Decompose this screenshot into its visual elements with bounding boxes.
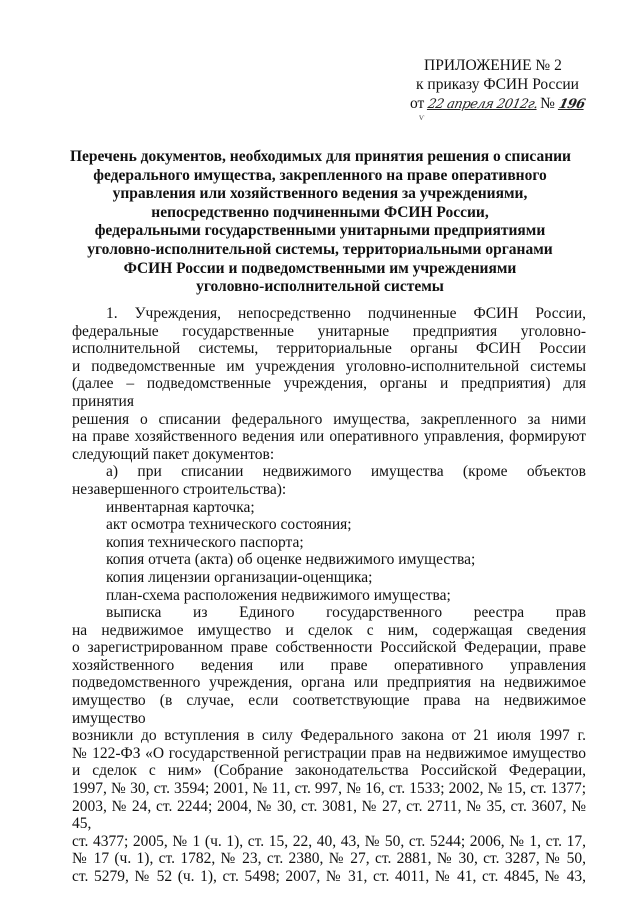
body-line: федеральные государственные унитарные предприятия уголовно- [72,322,586,340]
body-line: 1. Учреждения, непосредственно подчиненные ФСИН России, [106,305,586,322]
body-line: решения о списании федерального имущества, закрепленного за ними [72,410,586,428]
extract-line: возникли до вступления в силу Федерального закона от 21 июля 1997 г. [72,727,586,745]
title-line: непосредственно подчиненными ФСИН России, [151,203,489,221]
body-line: (далее – подведомственные учреждения, органы и предприятия) для принятия [72,375,586,410]
title-line: федерального имущества, закрепленного на праве оперативного [93,166,547,184]
document-title [70,148,570,297]
handwritten-date: 22 апреля 2012г. [426,97,540,112]
extract-line: имущество (в случае, если соответствующие права на недвижимое имущество [72,692,586,727]
title-line: управления или хозяйственного ведения за учреждениями, [112,185,528,203]
subitem-a-line: незавершенного строительства): [72,480,287,498]
extract-line: на недвижимое имущество и сделок с ним, содержащая сведения [72,621,586,639]
title-line: Перечень документов, необходимых для принятия решения о списании [70,148,571,165]
extract-line: 1997, № 30, ст. 3594; 2001, № 11, ст. 997, № 16, ст. 1533; 2002, № 15, ст. 1377; [72,780,586,798]
list-item: план-схема расположения недвижимого имущества; [106,586,451,604]
extract-line: выписка из Единого государственного реестра прав [106,604,586,622]
extract-line: хозяйственного ведения или праве оперативного управления [72,656,586,674]
title-line: ФСИН России и подведомственными им учреждениями [123,259,517,277]
extract-line: № 122-ФЗ «О государственной регистрации прав на недвижимое имущество [72,744,586,762]
title-line: уголовно-исполнительной системы, территориальными органами [87,240,553,258]
appendix-number: ПРИЛОЖЕНИЕ № 2 [424,57,562,74]
list-item: инвентарная карточка; [106,498,255,516]
date-prefix: от [410,95,425,112]
list-item: копия технического паспорта; [106,533,304,551]
list-item: копия лицензии организации-оценщика; [106,568,373,586]
extract-line: ст. 4377; 2005, № 1 (ч. 1), ст. 15, 22, 40, 43, № 50, ст. 5244; 2006, № 1, ст. 17, [72,832,586,850]
subitem-a-line: а) при списании недвижимого имущества (кроме объектов [106,463,586,481]
extract-line: подведомственного учреждения, органа или предприятия на недвижимое [72,674,586,692]
extract-line: и сделок с ним» (Собрание законодательства Российской Федерации, [72,762,586,780]
extract-line: о зарегистрированном праве собственности Российской Федерации, праве [72,639,586,657]
extract-line: 2003, № 24, ст. 2244; 2004, № 30, ст. 3081, № 27, ст. 2711, № 35, ст. 3607, № 45, [72,797,586,833]
body-line: и подведомственные им учреждения уголовно-исполнительной системы [72,357,586,375]
extract-line: № 17 (ч. 1), ст. 1782, № 23, ст. 2380, № 27, ст. 2881, № 30, ст. 3287, № 50, [72,850,586,868]
body-line: исполнительной системы, территориальные органы ФСИН России [72,340,586,358]
body-line: следующий пакет документов: [72,445,275,463]
appendix-header [410,56,610,114]
document-body [72,305,586,886]
title-line: федеральными государственными унитарными предприятиями [94,222,546,240]
order-reference: к приказу ФСИН России [416,76,579,93]
body-line: на праве хозяйственного ведения или оперативного управления, формируют [72,428,586,446]
list-item: акт осмотра технического состояния; [106,516,352,534]
order-date-line [410,94,610,114]
title-line: уголовно-исполнительной системы [196,278,444,296]
number-prefix: № [540,95,555,112]
list-item: копия отчета (акта) об оценке недвижимого имущества; [106,551,476,569]
pen-mark: ѵ [419,112,425,122]
extract-line: ст. 5279, № 52 (ч. 1), ст. 5498; 2007, № 31, ст. 4011, № 41, ст. 4845, № 43, [72,868,586,885]
handwritten-number: 196 [557,97,586,112]
